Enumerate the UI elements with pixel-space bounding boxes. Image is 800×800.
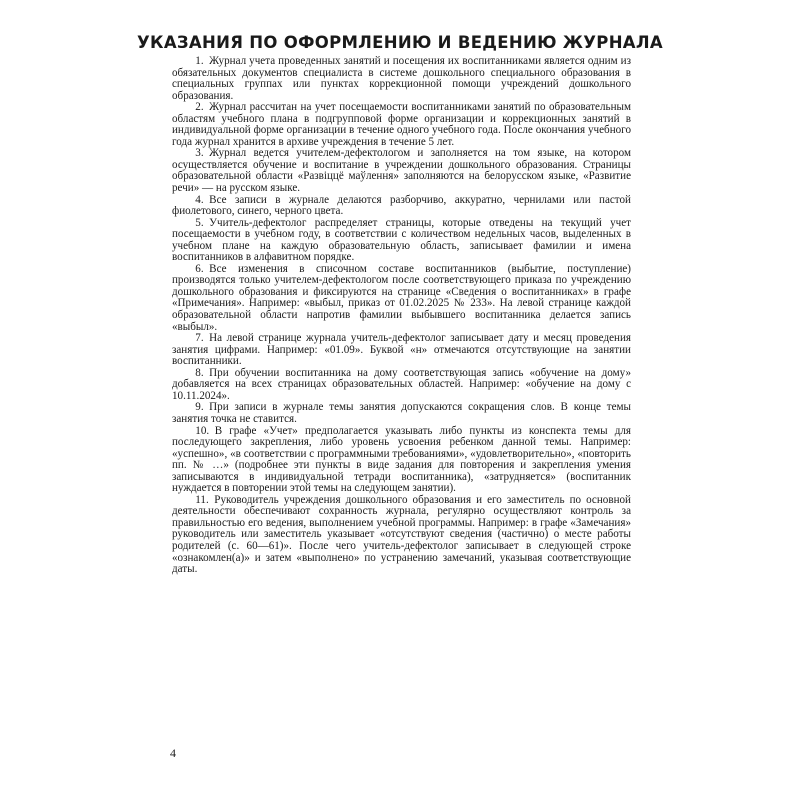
paragraph-2: 2. Журнал рассчитан на учет посещаемости воспитанниками занятий по образовательным областям учебного плана в подгрупповой форме организации и коррекционных занятий в индивидуальной форме организации в течение одного учебного года. После окончания учебного года журнал хранится в архиве учреждения в течение 5 лет. (172, 101, 631, 148)
paragraph-9: 9. При записи в журнале темы занятия допускаются сокращения слов. В конце темы занятия точка не ставится. (172, 401, 631, 425)
paragraph-10: 10. В графе «Учет» предполагается указывать либо пункты из конспекта темы для последующего закрепления, либо уровень усвоения ребенком данной темы. Например: «успешно», «в соответствии с программными требованиями», «удовлетворительно», «повторить пп. № …» (подробнее эти пункты в виде задания для повторения и закрепления умения записываются в индивидуальной тетради воспитанника), «затрудняется» (воспитанник нуждается в повторении этой темы на следующем занятии). (172, 424, 631, 495)
paragraph-8: 8. При обучении воспитанника на дому соответствующая запись «обучение на дому» добавляется на всех страницах образовательных областей. Например: «обучение на дому с 10.11.2024». (172, 366, 631, 402)
paragraph-5: 5. Учитель-дефектолог распределяет страницы, которые отведены на текущий учет посещаемости в учебном году, в соответствии с количеством недельных часов, выделенных в учебном плане на каждую образовательную область, записывает фамилии и имена воспитанников в алфавитном порядке. (172, 216, 631, 264)
paragraph-7: 7. На левой странице журнала учитель-дефектолог записывает дату и месяц проведения занятия цифрами. Например: «01.09». Буквой «н» отмечаются отсутствующие на занятии воспитанники. (172, 332, 631, 368)
paragraph-6: 6. Все изменения в списочном составе воспитанников (выбытие, поступление) производятся только учителем-дефектологом после соответствующего приказа по учреждению дошкольного образования и фиксируются на странице «Сведения о воспитанниках» в графе «Примечания». Например: «выбыл, приказ от 01.02.2025 № 233». На левой странице каждой образовательной области напротив фамилии выбывшего воспитанника делается запись «выбыл». (172, 262, 631, 333)
paragraph-1: 1. Журнал учета проведенных занятий и посещения их воспитанниками является одним из обязательных документов специалиста в системе дошкольного специального образования в специальных группах или пунктах коррекционной помощи учреждений дошкольного образования. (172, 55, 631, 102)
paragraph-3: 3. Журнал ведется учителем-дефектологом и заполняется на том языке, на котором осуществляется обучение и воспитание в учреждении дошкольного образования. Страницы образовательной области «Развіццё маўлення» заполняются на белорусском языке, «Развитие речи» — на русском языке. (172, 147, 631, 195)
instructions-body (172, 56, 631, 576)
paragraph-4: 4. Все записи в журнале делаются разборчиво, аккуратно, чернилами или пастой фиолетового, синего, черного цвета. (172, 193, 631, 218)
page-title: УКАЗАНИЯ ПО ОФОРМЛЕНИЮ И ВЕДЕНИЮ ЖУРНАЛА (137, 33, 663, 52)
paragraph-11: 11. Руководитель учреждения дошкольного образования и его заместитель по основной деятельности обеспечивают сохранность журнала, регулярно осуществляют контроль за правильностью его ведения, выполнением учебной программы. Например: в графе «Замечания» руководитель или заместитель указывает «отсутствуют сведения (частично) о месте работы родителей (с. 60—61)». После чего учитель-дефектолог записывает в следующей строке «ознакомлен(а)» и затем «выполнено» по устранению замечаний, указывая соответствующие даты. (172, 493, 631, 576)
page-number: 4 (170, 746, 176, 760)
